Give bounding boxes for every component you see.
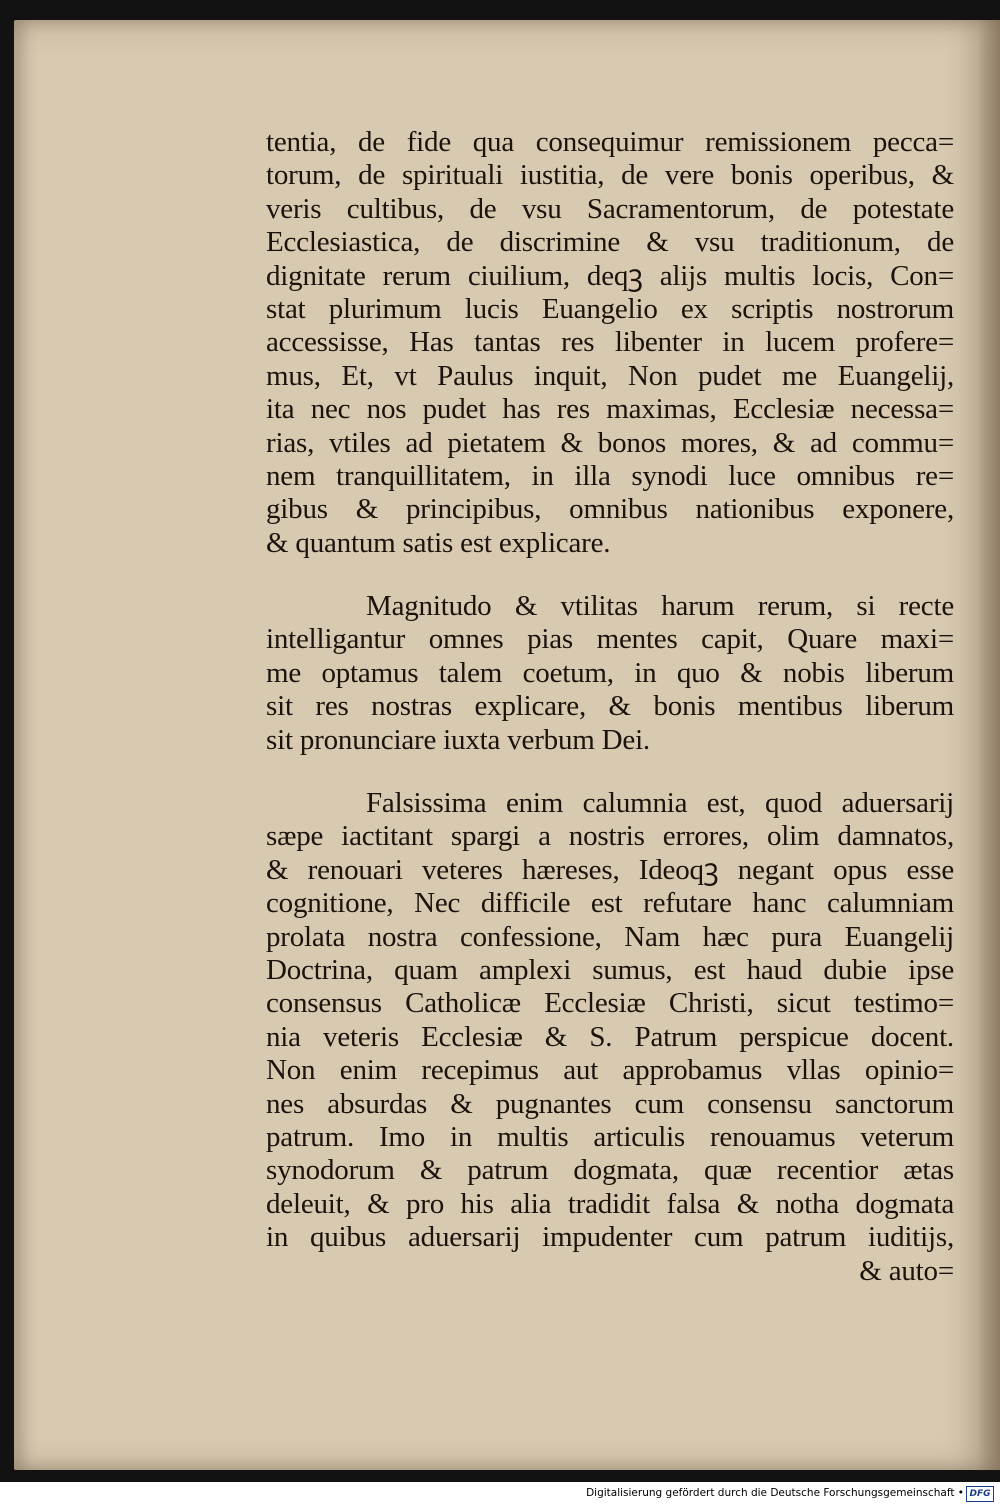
dfg-logo-icon[interactable]: DFG	[966, 1486, 994, 1502]
text-line: deleuit, & pro his alia tradidit falsa & notha dogmata	[266, 1187, 954, 1220]
text-line: Doctrina, quam amplexi sumus, est haud dubie ipse	[266, 953, 954, 986]
text-line: stat plurimum lucis Euangelio ex scriptis nostrorum	[266, 292, 954, 325]
paragraph-gap	[266, 757, 954, 787]
text-line: consensus Catholicæ Ecclesiæ Christi, sicut testimo=	[266, 987, 954, 1020]
text-line: patrum. Imo in multis articulis renouamus veterum	[266, 1120, 954, 1153]
text-line: sit res nostras explicare, & bonis mentibus liberum	[266, 690, 954, 723]
text-line: in quibus aduersarij impudenter cum patrum iuditijs,	[266, 1221, 954, 1254]
text-line: & quantum satis est explicare.	[266, 526, 611, 559]
text-line: Ecclesiastica, de discrimine & vsu traditionum, de	[266, 226, 954, 259]
text-line: nia veteris Ecclesiæ & S. Patrum perspicue docent.	[266, 1020, 954, 1053]
text-line: intelligantur omnes pias mentes capit, Quare maxi=	[266, 623, 954, 656]
paragraph-1	[266, 126, 954, 560]
text-line: veris cultibus, de vsu Sacramentorum, de potestate	[266, 192, 954, 225]
text-line: me optamus talem coetum, in quo & nobis liberum	[266, 656, 954, 689]
text-line: sit pronunciare iuxta verbum Dei.	[266, 723, 650, 756]
text-line: dignitate rerum ciuilium, deqꝫ alijs multis locis, Con=	[266, 259, 954, 292]
text-line: nes absurdas & pugnantes cum consensu sanctorum	[266, 1087, 954, 1120]
text-line: accessisse, Has tantas res libenter in lucem profere=	[266, 326, 954, 359]
text-line: synodorum & patrum dogmata, quæ recentior ætas	[266, 1154, 954, 1187]
text-line: sæpe iactitant spargi a nostris errores, olim damnatos,	[266, 820, 954, 853]
text-line: Non enim recepimus aut approbamus vllas opinio=	[266, 1054, 954, 1087]
paragraph-2	[266, 590, 954, 757]
paragraph-3	[266, 787, 954, 1254]
funding-credit: Digitalisierung gefördert durch die Deutsche Forschungsgemeinschaft •	[586, 1487, 964, 1499]
text-line: mus, Et, vt Paulus inquit, Non pudet me Euangelij,	[266, 359, 954, 392]
paragraph-gap	[266, 560, 954, 590]
text-line: & renouari veteres hæreses, Ideoqꝫ negant opus esse	[266, 853, 954, 886]
text-line: gibus & principibus, omnibus nationibus exponere,	[266, 493, 954, 526]
text-line: nem tranquillitatem, in illa synodi luce omnibus re=	[266, 459, 954, 492]
book-page	[14, 20, 1000, 1470]
text-line: ita nec nos pudet has res maximas, Ecclesiæ necessa=	[266, 393, 954, 426]
text-line: rias, vtiles ad pietatem & bonos mores, & ad commu=	[266, 426, 954, 459]
text-line: cognitione, Nec difficile est refutare hanc calumniam	[266, 887, 954, 920]
text-line: prolata nostra confessione, Nam hæc pura Euangelij	[266, 920, 954, 953]
catchword: & auto=	[859, 1254, 954, 1287]
footer-bar	[0, 1482, 1000, 1506]
text-line: torum, de spirituali iustitia, de vere bonis operibus, &	[266, 159, 954, 192]
text-line: Magnitudo & vtilitas harum rerum, si recte	[366, 590, 954, 623]
text-line: tentia, de fide qua consequimur remissionem pecca=	[266, 126, 954, 158]
text-line: Falsissima enim calumnia est, quod aduersarij	[366, 787, 954, 820]
text-block	[266, 126, 954, 1288]
